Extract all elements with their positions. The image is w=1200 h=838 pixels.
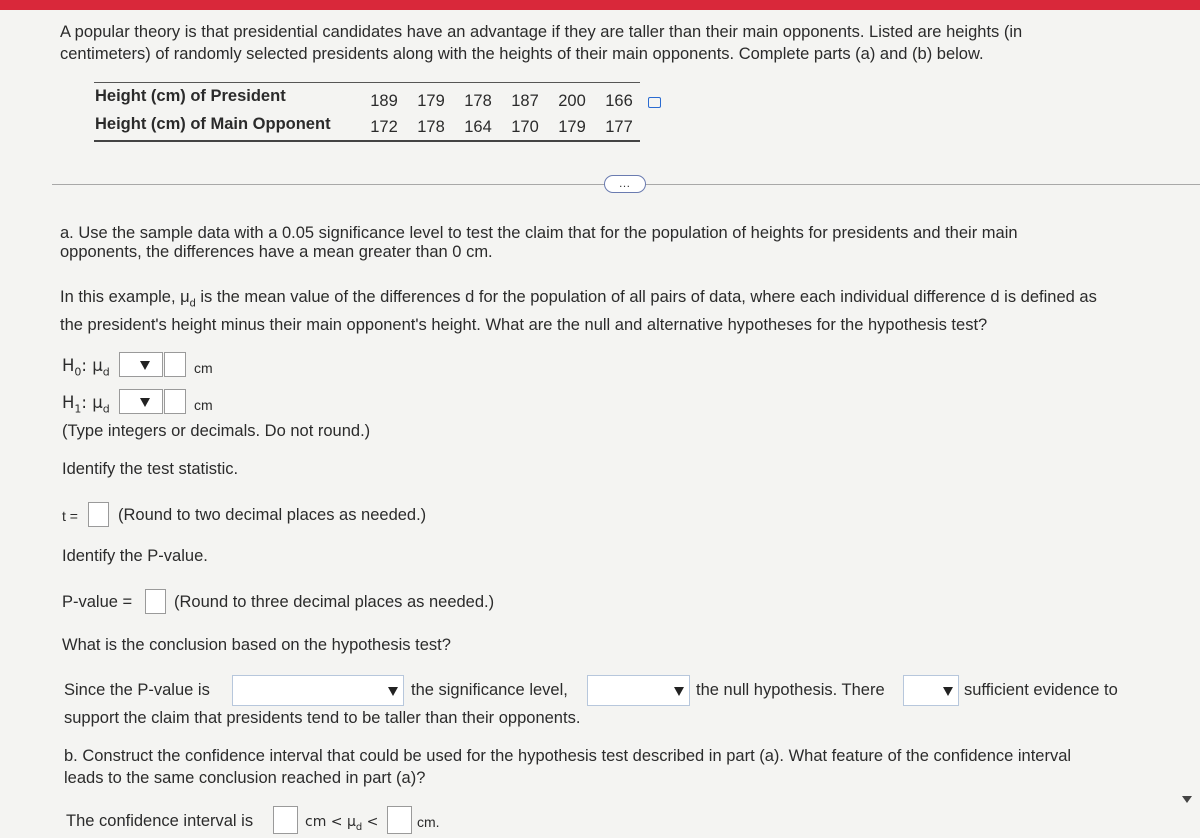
table-row-label-president: Height (cm) of President <box>95 87 286 105</box>
conclusion-question: What is the conclusion based on the hypothesis test? <box>62 636 451 654</box>
t-note: (Round to two decimal places as needed.) <box>118 506 427 524</box>
h0-operator-dropdown[interactable] <box>119 352 163 377</box>
dropdown-arrow-icon <box>943 687 953 696</box>
intro-line-1: A popular theory is that presidential candidates have an advantage if they are taller than their main opponents. Listed are heights (in <box>60 23 1023 41</box>
president-height: 166 <box>605 92 633 110</box>
part-b-question-line-1: b. Construct the confidence interval that could be used for the hypothesis test described in part (a). What feature of the confidence interval <box>64 747 1072 765</box>
identify-test-statistic: Identify the test statistic. <box>62 460 239 478</box>
t-label: t = <box>62 508 78 524</box>
opponent-height: 172 <box>370 118 398 136</box>
significance-text: the significance level, <box>411 681 568 699</box>
ci-lower-bound-input[interactable] <box>273 806 298 834</box>
opponent-height: 164 <box>464 118 492 136</box>
president-height: 189 <box>370 92 398 110</box>
ci-middle-text: cm < $\mu_d$ < <box>305 814 379 833</box>
type-note: (Type integers or decimals. Do not round.) <box>62 422 371 440</box>
part-b-question-line-2: leads to the same conclusion reached in part (a)? <box>64 769 426 787</box>
president-height: 200 <box>558 92 586 110</box>
example-line-2: the president's height minus their main opponent's height. What are the null and alternative hypotheses for the hypothesis test? <box>60 316 988 334</box>
sufficient-evidence-text: sufficient evidence to <box>964 681 1118 699</box>
p-value-label: P-value = <box>62 593 133 611</box>
null-hypothesis-decision-dropdown[interactable] <box>587 675 690 706</box>
dropdown-arrow-icon <box>140 398 150 407</box>
example-line-1: In this example, $\mu_d$ is the mean value of the differences d for the population of all pairs of data, where each individual difference d is defined as <box>60 288 1097 310</box>
copy-data-icon[interactable] <box>648 97 661 108</box>
h1-value-input[interactable] <box>164 389 186 414</box>
since-text: Since the P-value is <box>64 681 210 699</box>
identify-p-value: Identify the P-value. <box>62 547 208 565</box>
president-height: 179 <box>417 92 445 110</box>
dropdown-arrow-icon <box>140 361 150 370</box>
confidence-interval-label: The confidence interval is <box>66 812 254 830</box>
h0-label: $H_0$: $\mu_d$ <box>62 356 110 379</box>
table-top-rule <box>94 82 640 83</box>
evidence-dropdown[interactable] <box>903 675 959 706</box>
h1-unit: cm <box>194 397 213 413</box>
h0-value-input[interactable] <box>164 352 186 377</box>
table-row-label-opponent: Height (cm) of Main Opponent <box>95 115 331 133</box>
dropdown-arrow-icon <box>674 687 684 696</box>
h1-label: $H_1$: $\mu_d$ <box>62 393 110 416</box>
ci-end-unit: cm. <box>417 814 440 830</box>
ci-upper-bound-input[interactable] <box>387 806 412 834</box>
opponent-height: 178 <box>417 118 445 136</box>
top-accent-bar <box>0 0 1200 10</box>
opponent-height: 179 <box>558 118 586 136</box>
p-value-comparison-dropdown[interactable] <box>232 675 404 706</box>
opponent-height: 170 <box>511 118 539 136</box>
dropdown-arrow-icon <box>388 687 398 696</box>
p-value-note: (Round to three decimal places as needed.) <box>174 593 495 611</box>
t-statistic-input[interactable] <box>88 502 109 527</box>
h1-operator-dropdown[interactable] <box>119 389 163 414</box>
scroll-down-icon[interactable] <box>1182 796 1192 803</box>
p-value-input[interactable] <box>145 589 166 614</box>
expand-more-button[interactable]: … <box>604 175 646 193</box>
president-height: 178 <box>464 92 492 110</box>
table-bottom-rule <box>94 140 640 142</box>
null-hypothesis-text: the null hypothesis. There <box>696 681 885 699</box>
h0-unit: cm <box>194 360 213 376</box>
opponent-height: 177 <box>605 118 633 136</box>
part-a-question-line-2: opponents, the differences have a mean greater than 0 cm. <box>60 243 493 261</box>
intro-line-2: centimeters) of randomly selected presidents along with the heights of their main opponents. Complete parts (a) and (b) below. <box>60 45 984 63</box>
support-claim-text: support the claim that presidents tend to be taller than their opponents. <box>64 709 581 727</box>
president-height: 187 <box>511 92 539 110</box>
part-a-question-line-1: a. Use the sample data with a 0.05 significance level to test the claim that for the population of heights for presidents and their main <box>60 224 1018 242</box>
